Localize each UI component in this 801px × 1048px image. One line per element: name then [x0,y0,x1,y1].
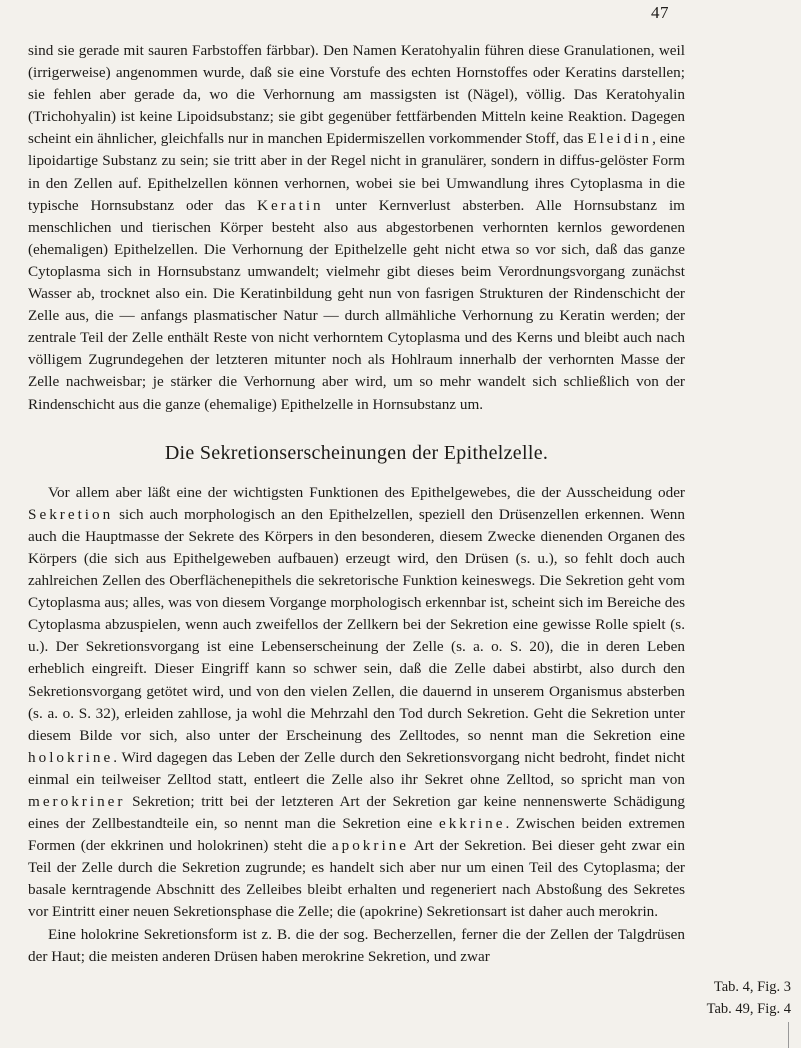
paragraph-sekretion [28,482,685,924]
term-keratin: Keratin [257,196,324,214]
section-heading: Die Sekretionserscheinungen der Epithelzelle. [164,441,549,464]
text-run: unter Kernverlust absterben. Alle Hornsubstanz im menschlichen und tierischen Körper besteht also aus abgestorbenen verhornten kernlos gewordenen (ehemaligen) Epithelzellen. Die Verhornung der Epithelzelle geht nicht etwa so vor sich, daß das ganze Cytoplasma sich in Hornsubstanz umwandelt; vielmehr gibt dieses beim Verordnungsvorgang zunächst Wasser ab, trocknet also ein. Die Keratinbildung geht nun von fasrigen Strukturen der Rindenschicht der Zelle aus, die — anfangs plasmatischer Natur — durch allmähliche Verhornung zu Keratin werden; der zentrale Teil der Zelle enthält Reste von nicht verhorntem Cytoplasma und des Kerns und bleibt auch nach völligem Zugrundegehen der letzteren mitunter noch als Hohlraum innerhalb der verhornten Masse der Zelle nachweisbar; je stärker die Verhornung aber wird, um so mehr wandelt sich schließlich von der Rindenschicht aus die ganze (ehemalige) Epithelzelle in Hornsubstanz um. [28,196,685,413]
paragraph-holokrine-examples: Eine holokrine Sekretionsform ist z. B. die der sog. Becherzellen, ferner die der Zellen der Talgdrüsen der Haut; die meisten anderen Drüsen haben merokrine Sekretion, und zwar [28,925,685,965]
text-run: . Wird dagegen das Leben der Zelle durch den Sekretionsvorgang nicht bedroht, findet nicht einmal ein teilweiser Zelltod statt, entleert die Zelle also ihr Sekret ohne Zelltod, so spricht man von [28,748,685,788]
text-run: Art der Sekretion. Bei dieser geht zwar ein Teil der Zelle durch die Sekretion zugrunde; es handelt sich aber nur um einen Teil des Cytoplasma; der basale kerntragende Abschnitt des Zelleibes bleibt erhalten und regeneriert nach Abstoßung des Sekretes vor Eintritt einer neuen Sekretionsphase die Zelle; die (apokrine) Sekretionsart ist daher auch merokrin. [28,837,685,921]
text-run: sich auch morphologisch an den Epithelzellen, speziell den Drüsenzellen erkennen. Wenn auch die Hauptmasse der Sekrete des Körpers in den besonderen, diesem Zwecke dienenden Organen des Körpers (die sich aus Epithelgeweben aufbauen) erzeugt wird, den Drüsen (s. u.), so fehlt doch auch zahlreichen Zellen des Oberflächenepithels die sekretorische Funktion keineswegs. Die Sekretion geht vom Cytoplasma aus; alles, was von diesem Vorgange morphologisch erkennbar ist, scheint sich im Bereiche des Cytoplasma abzuspielen, wenn auch zweifellos der Zellkern bei der Sekretion eine gewisse Rolle spielt (s. u.). Der Sekretionsvorgang ist eine Lebenserscheinung der Zelle (s. a. o. S. 20), die in deren Leben erheblich eingreift. Dieser Eingriff kann so schwer sein, daß die Zelle dabei abstirbt, also durch den Sekretionsvorgang getötet wird, und von den vielen Zellen, die dauernd in unserem Organismus absterben (s. a. o. S. 32), erleiden zahllose, ja wohl die Mehrzahl den Tod durch Sekretion. Geht die Sekretion unter diesem Bilde vor sich, also unter der Erscheinung des Zelltodes, so nennt man die Sekretion eine [28,505,685,744]
margin-reference: Tab. 4, Fig. 3 [713,979,791,995]
text-run: sind sie gerade mit sauren Farbstoffen färbbar). Den Namen Keratohyalin führen diese Granulationen, weil (irrigerweise) angenommen wurde, daß sie eine Vorstufe des echten Hornstoffes oder Keratins darstellen; sie fehlen aber gerade da, wo die Verhornung am massigsten ist (Nägel), völlig. Das Keratohyalin (Trichohyalin) ist keine Lipoidsubstanz; sie gibt gegenüber fettfärbenden Mitteln keine Reaktion. Dagegen scheint ein ähnlicher, gleichfalls nur in manchen Epidermiszellen vorkommender Stoff, das [28,42,685,148]
term-ekkrine: ekkrine [438,815,506,833]
page-number: 47 [651,3,669,22]
page-body [28,40,685,968]
text-run: . Zwischen beiden extremen Formen (der ekkrinen und holokrinen) steht die [28,815,686,855]
text-run: , eine lipoidartige Substanz zu sein; sie tritt aber in der Regel nicht in granulärer, sondern in diffus-gelöster Form in den Zellen auf. Epithelzellen können verhornen, wobei sie bei Umwandlung ihres Cytoplasma in die typische Hornsubstanz oder das [28,130,685,214]
paragraph-keratohyalin [28,40,685,416]
text-run: Vor allem aber läßt eine der wichtigsten Funktionen des Epithelgewebes, die der Ausscheidung oder [48,483,685,501]
term-holokrine: holokrine [28,748,114,766]
term-apokrine: apokrine [331,837,410,855]
term-sekretion: Sekretion [28,505,114,523]
text-run: Sekretion; tritt bei der letzteren Art der Sekretion gar keine nennenswerte Schädigung eines der Zellbestandteile ein, so nennt man die Sekretion eine [28,793,685,833]
term-merokriner: merokriner [28,793,126,810]
margin-rule [788,1022,789,1048]
term-eleidin: Eleidin [587,130,653,148]
margin-reference: Tab. 49, Fig. 4 [706,1001,791,1017]
